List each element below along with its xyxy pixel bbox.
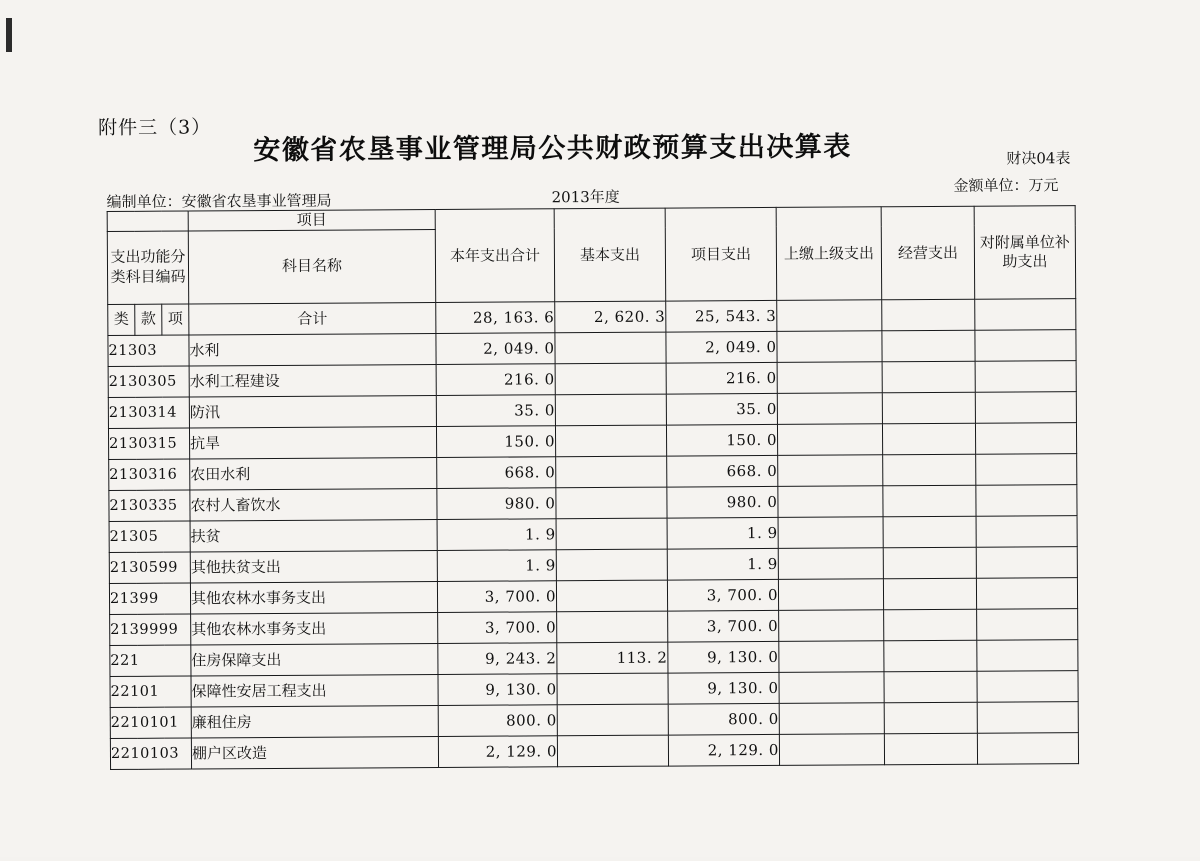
table-row — [110, 732, 1078, 769]
row-operating-amount — [884, 640, 977, 672]
row-upper-amount — [778, 517, 883, 549]
row-operating-amount — [884, 609, 977, 641]
row-total-amount: 800. 0 — [438, 705, 557, 737]
header-name-label: 科目名称 — [188, 229, 435, 304]
row-total-amount: 150. 0 — [436, 426, 555, 458]
row-total-amount: 9, 243. 2 — [438, 643, 557, 675]
row-project-amount: 150. 0 — [666, 424, 777, 456]
row-total-amount: 980. 0 — [437, 488, 556, 520]
row-code: 2130335 — [109, 490, 190, 521]
row-code: 221 — [110, 645, 191, 676]
row-upper-amount — [779, 703, 884, 735]
row-subject-name: 水利工程建设 — [189, 364, 436, 397]
row-subject-name: 农田水利 — [190, 457, 437, 490]
row-subsidy-amount — [977, 639, 1078, 671]
attachment-label: 附件三（3） — [98, 116, 212, 140]
row-code: 2210101 — [110, 707, 191, 738]
row-total-amount: 1. 9 — [437, 519, 556, 551]
row-upper-amount — [778, 548, 883, 580]
row-subsidy-amount — [976, 515, 1077, 547]
header-col-total: 本年支出合计 — [435, 209, 555, 302]
total-row-subsidy — [975, 298, 1076, 330]
row-operating-amount — [883, 578, 976, 610]
row-total-amount: 3, 700. 0 — [438, 612, 557, 644]
row-basic-amount — [557, 704, 668, 736]
row-subsidy-amount — [976, 546, 1077, 578]
row-upper-amount — [777, 331, 882, 363]
row-subsidy-amount — [975, 329, 1076, 361]
row-project-amount: 980. 0 — [667, 486, 778, 518]
compiling-unit: 编制单位：安徽省农垦事业管理局 — [106, 191, 332, 212]
form-code: 财决04表 — [1006, 149, 1071, 168]
row-upper-amount — [777, 424, 882, 456]
row-code: 2130305 — [108, 366, 189, 397]
row-code: 22101 — [110, 676, 191, 707]
row-operating-amount — [882, 423, 975, 455]
total-row-basic: 2, 620. 3 — [555, 301, 666, 333]
row-basic-amount — [555, 425, 666, 457]
row-project-amount: 9, 130. 0 — [668, 672, 779, 704]
row-operating-amount — [882, 392, 975, 424]
row-subject-name: 保障性安居工程支出 — [191, 674, 438, 707]
row-project-amount: 216. 0 — [666, 362, 777, 394]
row-total-amount: 35. 0 — [436, 395, 555, 427]
row-subject-name: 抗旱 — [189, 426, 436, 459]
row-subject-name: 住房保障支出 — [191, 643, 438, 676]
row-code: 2139999 — [110, 614, 191, 645]
row-operating-amount — [884, 702, 977, 734]
row-total-amount: 668. 0 — [437, 457, 556, 489]
row-basic-amount — [556, 487, 667, 519]
total-row-total: 28, 163. 6 — [436, 302, 555, 334]
row-total-amount: 216. 0 — [436, 364, 555, 396]
row-upper-amount — [779, 641, 884, 673]
row-code: 21305 — [109, 521, 190, 552]
row-subsidy-amount — [976, 453, 1077, 485]
row-project-amount: 3, 700. 0 — [667, 579, 778, 611]
row-subject-name: 其他农林水事务支出 — [190, 581, 437, 614]
header-col-operating: 经营支出 — [881, 206, 975, 299]
row-project-amount: 1. 9 — [667, 517, 778, 549]
row-subsidy-amount — [976, 484, 1077, 516]
header-col-upper: 上缴上级支出 — [776, 207, 882, 300]
row-subject-name: 廉租住房 — [191, 705, 438, 738]
total-row-operating — [882, 299, 975, 331]
row-project-amount: 800. 0 — [668, 703, 779, 735]
page-title: 安徽省农垦事业管理局公共财政预算支出决算表 — [253, 131, 852, 167]
row-subject-name: 水利 — [189, 333, 436, 366]
amount-unit-note: 金额单位：万元 — [953, 176, 1059, 195]
row-subsidy-amount — [976, 577, 1077, 609]
row-code: 2210103 — [110, 738, 191, 769]
row-basic-amount — [555, 394, 666, 426]
row-code: 2130599 — [109, 552, 190, 583]
row-total-amount: 9, 130. 0 — [438, 674, 557, 706]
row-code: 21399 — [109, 583, 190, 614]
row-total-amount: 3, 700. 0 — [437, 581, 556, 613]
row-operating-amount — [883, 485, 976, 517]
total-row-upper — [777, 300, 882, 332]
row-total-amount: 2, 129. 0 — [438, 736, 557, 768]
row-upper-amount — [779, 734, 884, 766]
row-subject-name: 扶贫 — [190, 519, 437, 552]
row-subsidy-amount — [977, 608, 1078, 640]
row-basic-amount — [556, 518, 667, 550]
row-operating-amount — [882, 361, 975, 393]
row-basic-amount — [556, 456, 667, 488]
row-basic-amount — [556, 580, 667, 612]
row-operating-amount — [883, 454, 976, 486]
row-project-amount: 1. 9 — [667, 548, 778, 580]
row-upper-amount — [777, 393, 882, 425]
row-code: 2130316 — [109, 459, 190, 490]
row-upper-amount — [778, 579, 883, 611]
row-project-amount: 35. 0 — [666, 393, 777, 425]
row-basic-amount — [557, 673, 668, 705]
row-subsidy-amount — [975, 360, 1076, 392]
row-upper-amount — [778, 455, 883, 487]
row-subsidy-amount — [975, 391, 1076, 423]
row-subject-name: 其他农林水事务支出 — [191, 612, 438, 645]
total-row-label: 合计 — [189, 302, 436, 335]
row-subsidy-amount — [977, 670, 1078, 702]
row-subsidy-amount — [975, 422, 1076, 454]
header-item-group-code — [107, 211, 188, 231]
row-total-amount: 1. 9 — [437, 550, 556, 582]
row-subsidy-amount — [977, 701, 1078, 733]
row-code: 2130315 — [108, 428, 189, 459]
row-project-amount: 668. 0 — [667, 455, 778, 487]
row-basic-amount — [557, 735, 668, 767]
row-basic-amount: 113. 2 — [557, 642, 668, 674]
row-operating-amount — [884, 671, 977, 703]
row-project-amount: 9, 130. 0 — [668, 641, 779, 673]
row-upper-amount — [778, 486, 883, 518]
row-subject-name: 棚户区改造 — [191, 736, 438, 769]
row-basic-amount — [556, 549, 667, 581]
budget-expenditure-table — [107, 205, 1079, 770]
row-upper-amount — [779, 610, 884, 642]
row-upper-amount — [779, 672, 884, 704]
row-operating-amount — [882, 330, 975, 362]
header-code-label: 支出功能分类科目编码 — [107, 231, 188, 304]
table-header-row-1 — [107, 206, 1075, 232]
header-col-subsidy: 对附属单位补助支出 — [974, 206, 1076, 299]
row-total-amount: 2, 049. 0 — [436, 333, 555, 365]
header-col-project: 项目支出 — [665, 207, 777, 300]
row-project-amount: 3, 700. 0 — [668, 610, 779, 642]
row-project-amount: 2, 049. 0 — [666, 331, 777, 363]
row-subsidy-amount — [977, 732, 1078, 764]
row-code: 21303 — [108, 335, 189, 366]
row-upper-amount — [777, 362, 882, 394]
row-project-amount: 2, 129. 0 — [668, 734, 779, 766]
header-item-group: 项目 — [188, 210, 435, 231]
table-rows-body — [108, 329, 1079, 769]
header-sub-kuan: 款 — [135, 304, 162, 335]
row-code: 2130314 — [108, 397, 189, 428]
header-col-basic: 基本支出 — [554, 208, 666, 301]
row-subject-name: 农村人畜饮水 — [190, 488, 437, 521]
row-basic-amount — [557, 611, 668, 643]
total-row-project: 25, 543. 3 — [666, 300, 777, 332]
row-operating-amount — [883, 516, 976, 548]
row-basic-amount — [555, 363, 666, 395]
header-sub-xiang: 项 — [162, 304, 189, 335]
row-subject-name: 其他扶贫支出 — [190, 550, 437, 583]
fiscal-year: 2013年度 — [551, 187, 620, 207]
row-subject-name: 防汛 — [189, 395, 436, 428]
row-basic-amount — [555, 332, 666, 364]
header-sub-lei: 类 — [108, 304, 135, 335]
row-operating-amount — [883, 547, 976, 579]
row-operating-amount — [884, 733, 977, 765]
